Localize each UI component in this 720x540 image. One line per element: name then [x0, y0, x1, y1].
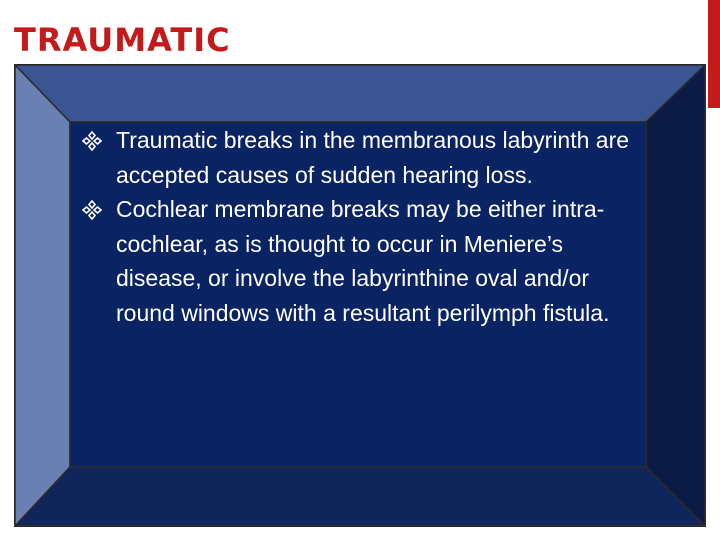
bullet-item: [82, 192, 645, 330]
bullet-text: Cochlear membrane breaks may be either intra-cochlear, as is thought to occur in Meniere’s disease, or involve the labyrinthine oval and/or round windows with a resultant perilymph fistula.: [116, 196, 610, 326]
bullet-item: [82, 123, 645, 192]
diamond-bullet-icon: [82, 200, 102, 220]
diamond-bullet-icon: [82, 131, 102, 151]
slide-title: TRAUMATIC: [14, 21, 231, 59]
slide-body: [70, 123, 645, 465]
red-accent-bar: [708, 0, 720, 108]
bullet-text: Traumatic breaks in the membranous labyrinth are accepted causes of sudden hearing loss.: [116, 127, 630, 188]
bullet-list: [82, 123, 645, 330]
